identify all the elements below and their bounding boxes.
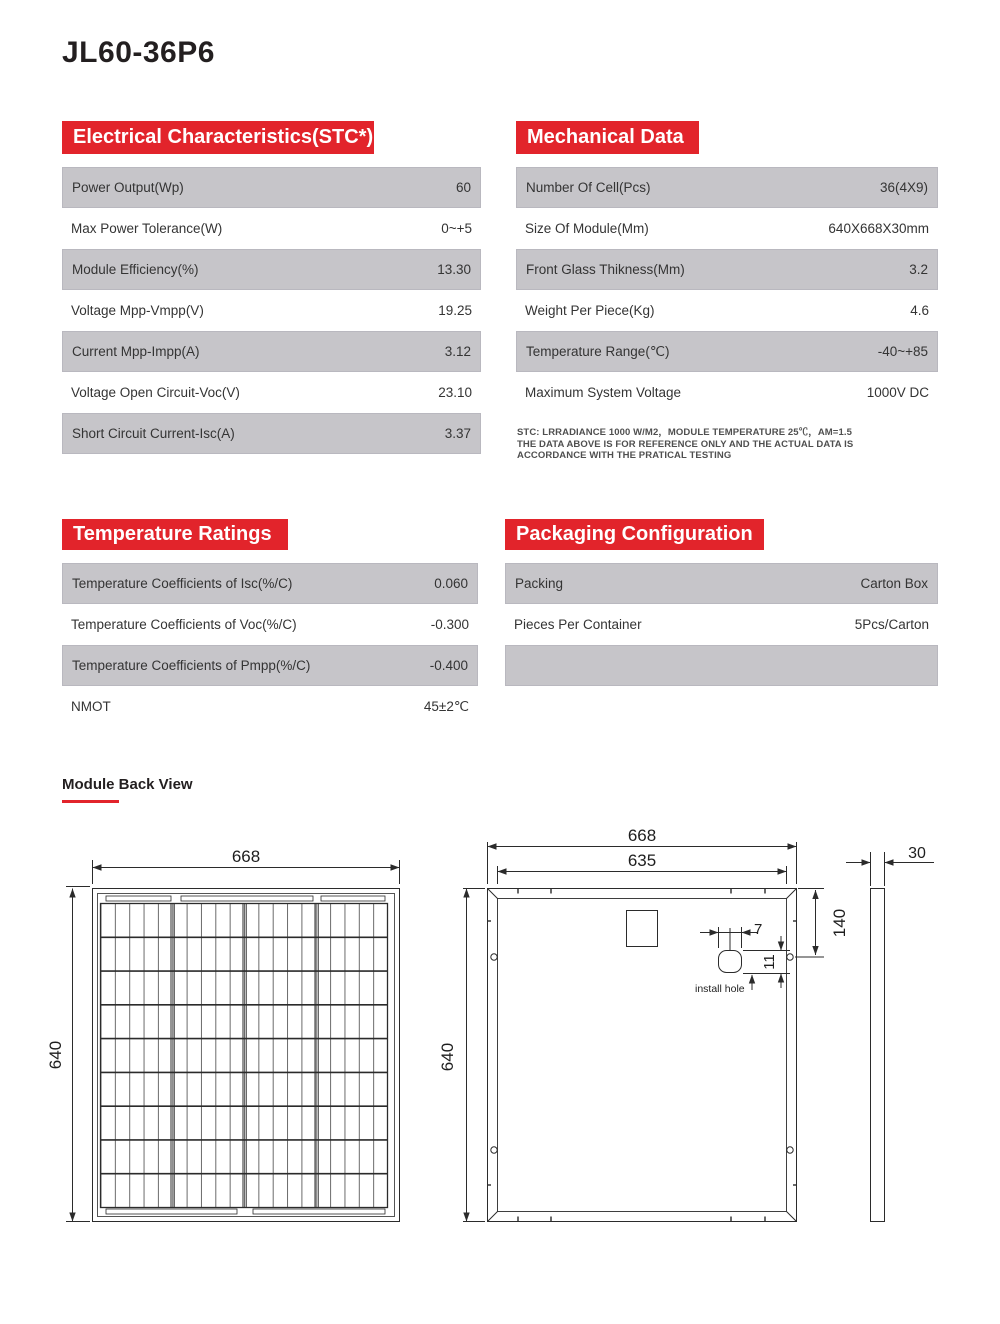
table-row	[516, 167, 938, 208]
front-width-dim: 668	[231, 847, 261, 866]
spec-value: 13.30	[437, 262, 471, 277]
spec-label: Short Circuit Current-Isc(A)	[72, 426, 235, 441]
mounting-hole	[787, 1147, 793, 1153]
install-hole-label: install hole	[695, 983, 745, 995]
back-frame-width-dim: 635	[627, 851, 657, 870]
page-title: JL60-36P6	[62, 36, 215, 69]
temperature-table	[62, 563, 478, 727]
spec-value: 45±2℃	[423, 698, 469, 714]
heading-underline	[62, 800, 119, 803]
table-row	[516, 331, 938, 372]
mounting-hole	[491, 954, 497, 960]
spec-value: 640X668X30mm	[828, 221, 929, 236]
spec-label: Temperature Coefficients of Isc(%/C)	[72, 576, 293, 591]
table-row	[505, 563, 938, 604]
electrical-table	[62, 167, 481, 454]
spec-label: Module Efficiency(%)	[72, 262, 199, 277]
spec-value: 5Pcs/Carton	[854, 617, 929, 632]
spec-label: Weight Per Piece(Kg)	[525, 303, 655, 318]
section-header-mechanical: Mechanical Data	[516, 121, 699, 154]
spec-label: Number Of Cell(Pcs)	[526, 180, 651, 195]
spec-label: Current Mpp-Impp(A)	[72, 344, 200, 359]
spec-value: -0.400	[429, 658, 468, 673]
back-outer-width-dim: 668	[627, 826, 657, 845]
table-row	[516, 249, 938, 290]
spec-label: Pieces Per Container	[514, 617, 642, 632]
table-row	[516, 208, 938, 249]
spec-value: 3.37	[444, 426, 471, 441]
module-back-view-heading: Module Back View	[62, 776, 193, 793]
table-row	[62, 604, 478, 645]
side-view-drawing	[846, 845, 934, 1222]
hole-width-dim: 7	[754, 921, 763, 938]
table-row	[62, 563, 478, 604]
mounting-hole	[787, 954, 793, 960]
table-row	[516, 372, 938, 413]
spec-value: 0~+5	[441, 221, 472, 236]
section-header-electrical: Electrical Characteristics(STC*)	[62, 121, 374, 154]
mounting-hole	[491, 1147, 497, 1153]
stc-footnote-line: STC: LRRADIANCE 1000 W/M2，MODULE TEMPERATURE 25℃，AM=1.5	[517, 427, 852, 438]
spec-label: Max Power Tolerance(W)	[71, 221, 223, 236]
spec-label: Packing	[515, 576, 564, 591]
table-row	[505, 604, 938, 645]
section-header-temperature: Temperature Ratings	[62, 519, 288, 550]
spec-value: 23.10	[438, 385, 472, 400]
stc-footnote-line: ACCORDANCE WITH THE PRATICAL TESTING	[517, 450, 732, 461]
table-row	[62, 167, 481, 208]
spec-label: Front Glass Thikness(Mm)	[526, 262, 685, 277]
spec-value: -40~+85	[877, 344, 928, 359]
back-view-drawing	[438, 826, 849, 1222]
spec-value: 60	[455, 180, 471, 195]
spec-value: -0.300	[430, 617, 469, 632]
stc-footnote-line: THE DATA ABOVE IS FOR REFERENCE ONLY AND THE ACTUAL DATA IS	[517, 438, 854, 450]
packaging-table	[505, 563, 938, 686]
table-row	[62, 645, 478, 686]
mechanical-table	[516, 167, 938, 413]
spec-value: 36(4X9)	[879, 180, 928, 195]
back-height-dim: 640	[438, 1042, 457, 1072]
table-row	[516, 290, 938, 331]
spec-label: Power Output(Wp)	[72, 180, 184, 195]
spec-label: Size Of Module(Mm)	[525, 221, 649, 236]
spec-value: 0.060	[434, 576, 468, 591]
table-row	[62, 208, 481, 249]
section-header-packaging: Packaging Configuration	[505, 519, 764, 550]
stc-footnote	[517, 427, 941, 462]
spec-value: 19.25	[438, 303, 472, 318]
table-row	[62, 331, 481, 372]
side-thickness-dim: 30	[908, 845, 926, 862]
table-row	[62, 686, 478, 727]
install-hole-slot	[719, 951, 742, 973]
junction-box	[627, 911, 658, 947]
spec-value: 1000V DC	[866, 385, 929, 400]
table-row	[505, 645, 938, 686]
spec-label: Temperature Coefficients of Pmpp(%/C)	[72, 658, 311, 673]
hole-length-dim: 11	[761, 954, 778, 970]
spec-value: Carton Box	[860, 576, 928, 591]
spec-value: 3.2	[909, 262, 928, 277]
spec-label: NMOT	[71, 699, 111, 714]
front-view-drawing	[46, 847, 400, 1222]
spec-label: Voltage Open Circuit-Voc(V)	[71, 385, 240, 400]
spec-label: Voltage Mpp-Vmpp(V)	[71, 303, 204, 318]
spec-label: Temperature Coefficients of Voc(%/C)	[71, 617, 297, 632]
spec-value: 3.12	[444, 344, 471, 359]
table-row	[62, 290, 481, 331]
hole-offset-dim: 140	[830, 908, 849, 938]
spec-label: Temperature Range(℃)	[526, 343, 670, 359]
spec-label: Maximum System Voltage	[525, 385, 682, 400]
front-height-dim: 640	[46, 1040, 65, 1070]
table-row	[62, 372, 481, 413]
table-row	[62, 413, 481, 454]
table-row	[62, 249, 481, 290]
spec-value: 4.6	[910, 303, 929, 318]
